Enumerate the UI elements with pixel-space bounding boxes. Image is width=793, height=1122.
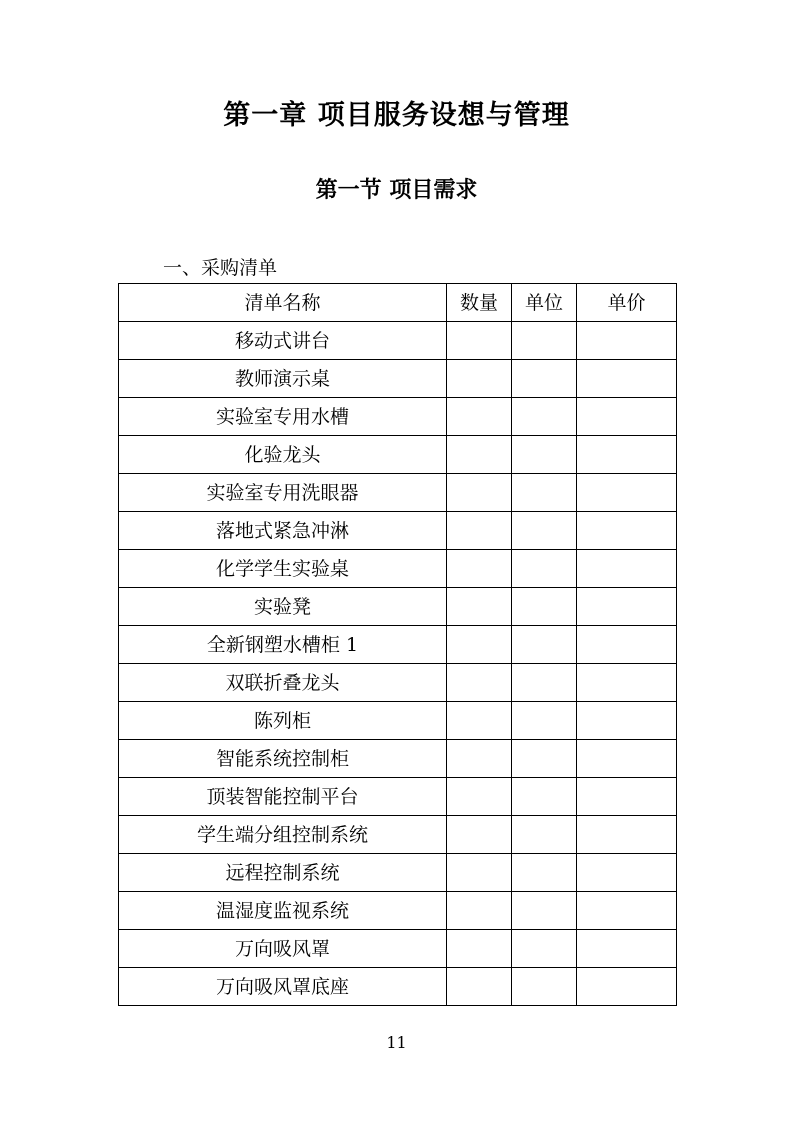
table-row bbox=[119, 512, 677, 550]
cell-item-name: 教师演示桌 bbox=[119, 360, 447, 398]
cell-item-name: 全新钢塑水槽柜 1 bbox=[119, 626, 447, 664]
table-row bbox=[119, 360, 677, 398]
header-item-name: 清单名称 bbox=[119, 284, 447, 322]
table-row bbox=[119, 968, 677, 1006]
cell-unit-price bbox=[577, 474, 677, 512]
cell-unit bbox=[512, 968, 577, 1006]
cell-quantity bbox=[447, 626, 512, 664]
cell-unit bbox=[512, 854, 577, 892]
table-row bbox=[119, 322, 677, 360]
cell-item-name: 温湿度监视系统 bbox=[119, 892, 447, 930]
cell-unit bbox=[512, 740, 577, 778]
cell-unit-price bbox=[577, 322, 677, 360]
table-row bbox=[119, 588, 677, 626]
cell-item-name: 移动式讲台 bbox=[119, 322, 447, 360]
cell-quantity bbox=[447, 398, 512, 436]
cell-item-name: 学生端分组控制系统 bbox=[119, 816, 447, 854]
cell-unit-price bbox=[577, 436, 677, 474]
cell-quantity bbox=[447, 702, 512, 740]
cell-unit bbox=[512, 322, 577, 360]
cell-quantity bbox=[447, 550, 512, 588]
cell-item-name: 双联折叠龙头 bbox=[119, 664, 447, 702]
cell-item-name: 实验室专用洗眼器 bbox=[119, 474, 447, 512]
cell-item-name: 落地式紧急冲淋 bbox=[119, 512, 447, 550]
section-title: 第一节 项目需求 bbox=[315, 177, 478, 203]
chapter-title: 第一章 项目服务设想与管理 bbox=[223, 100, 570, 131]
cell-quantity bbox=[447, 816, 512, 854]
table-row bbox=[119, 664, 677, 702]
cell-unit bbox=[512, 588, 577, 626]
cell-unit bbox=[512, 892, 577, 930]
cell-item-name: 化验龙头 bbox=[119, 436, 447, 474]
cell-quantity bbox=[447, 854, 512, 892]
table-row bbox=[119, 740, 677, 778]
cell-unit bbox=[512, 398, 577, 436]
cell-unit-price bbox=[577, 398, 677, 436]
cell-unit-price bbox=[577, 550, 677, 588]
cell-unit bbox=[512, 512, 577, 550]
header-quantity: 数量 bbox=[447, 284, 512, 322]
cell-unit bbox=[512, 816, 577, 854]
cell-quantity bbox=[447, 474, 512, 512]
header-unit-price: 单价 bbox=[577, 284, 677, 322]
table-row bbox=[119, 854, 677, 892]
table-row bbox=[119, 436, 677, 474]
header-unit: 单位 bbox=[512, 284, 577, 322]
cell-item-name: 实验室专用水槽 bbox=[119, 398, 447, 436]
cell-unit-price bbox=[577, 740, 677, 778]
cell-item-name: 万向吸风罩底座 bbox=[119, 968, 447, 1006]
cell-unit bbox=[512, 778, 577, 816]
cell-quantity bbox=[447, 968, 512, 1006]
cell-unit-price bbox=[577, 626, 677, 664]
table-row bbox=[119, 930, 677, 968]
cell-quantity bbox=[447, 892, 512, 930]
cell-quantity bbox=[447, 740, 512, 778]
table-row bbox=[119, 474, 677, 512]
list-heading: 一、采购清单 bbox=[163, 257, 278, 279]
cell-unit-price bbox=[577, 816, 677, 854]
cell-unit-price bbox=[577, 854, 677, 892]
cell-item-name: 智能系统控制柜 bbox=[119, 740, 447, 778]
cell-item-name: 顶装智能控制平台 bbox=[119, 778, 447, 816]
table-row bbox=[119, 398, 677, 436]
table-header-row bbox=[119, 284, 677, 322]
table-body bbox=[119, 322, 677, 1006]
cell-unit bbox=[512, 626, 577, 664]
cell-unit-price bbox=[577, 778, 677, 816]
cell-unit-price bbox=[577, 664, 677, 702]
table-row bbox=[119, 778, 677, 816]
purchase-list-table bbox=[118, 283, 677, 1006]
cell-quantity bbox=[447, 664, 512, 702]
cell-unit bbox=[512, 474, 577, 512]
cell-unit-price bbox=[577, 930, 677, 968]
cell-quantity bbox=[447, 436, 512, 474]
cell-unit bbox=[512, 436, 577, 474]
cell-quantity bbox=[447, 778, 512, 816]
cell-unit bbox=[512, 664, 577, 702]
table-row bbox=[119, 892, 677, 930]
cell-unit-price bbox=[577, 702, 677, 740]
page-number: 11 bbox=[386, 1033, 407, 1052]
cell-unit bbox=[512, 930, 577, 968]
cell-unit bbox=[512, 702, 577, 740]
table-row bbox=[119, 626, 677, 664]
cell-item-name: 陈列柜 bbox=[119, 702, 447, 740]
cell-item-name: 远程控制系统 bbox=[119, 854, 447, 892]
cell-quantity bbox=[447, 588, 512, 626]
cell-quantity bbox=[447, 360, 512, 398]
table-row bbox=[119, 816, 677, 854]
cell-item-name: 实验凳 bbox=[119, 588, 447, 626]
cell-quantity bbox=[447, 930, 512, 968]
cell-unit-price bbox=[577, 360, 677, 398]
cell-quantity bbox=[447, 512, 512, 550]
cell-item-name: 万向吸风罩 bbox=[119, 930, 447, 968]
cell-unit bbox=[512, 550, 577, 588]
cell-unit-price bbox=[577, 892, 677, 930]
cell-unit bbox=[512, 360, 577, 398]
cell-unit-price bbox=[577, 968, 677, 1006]
cell-unit-price bbox=[577, 512, 677, 550]
table-row bbox=[119, 702, 677, 740]
cell-unit-price bbox=[577, 588, 677, 626]
table-row bbox=[119, 550, 677, 588]
cell-item-name: 化学学生实验桌 bbox=[119, 550, 447, 588]
cell-quantity bbox=[447, 322, 512, 360]
